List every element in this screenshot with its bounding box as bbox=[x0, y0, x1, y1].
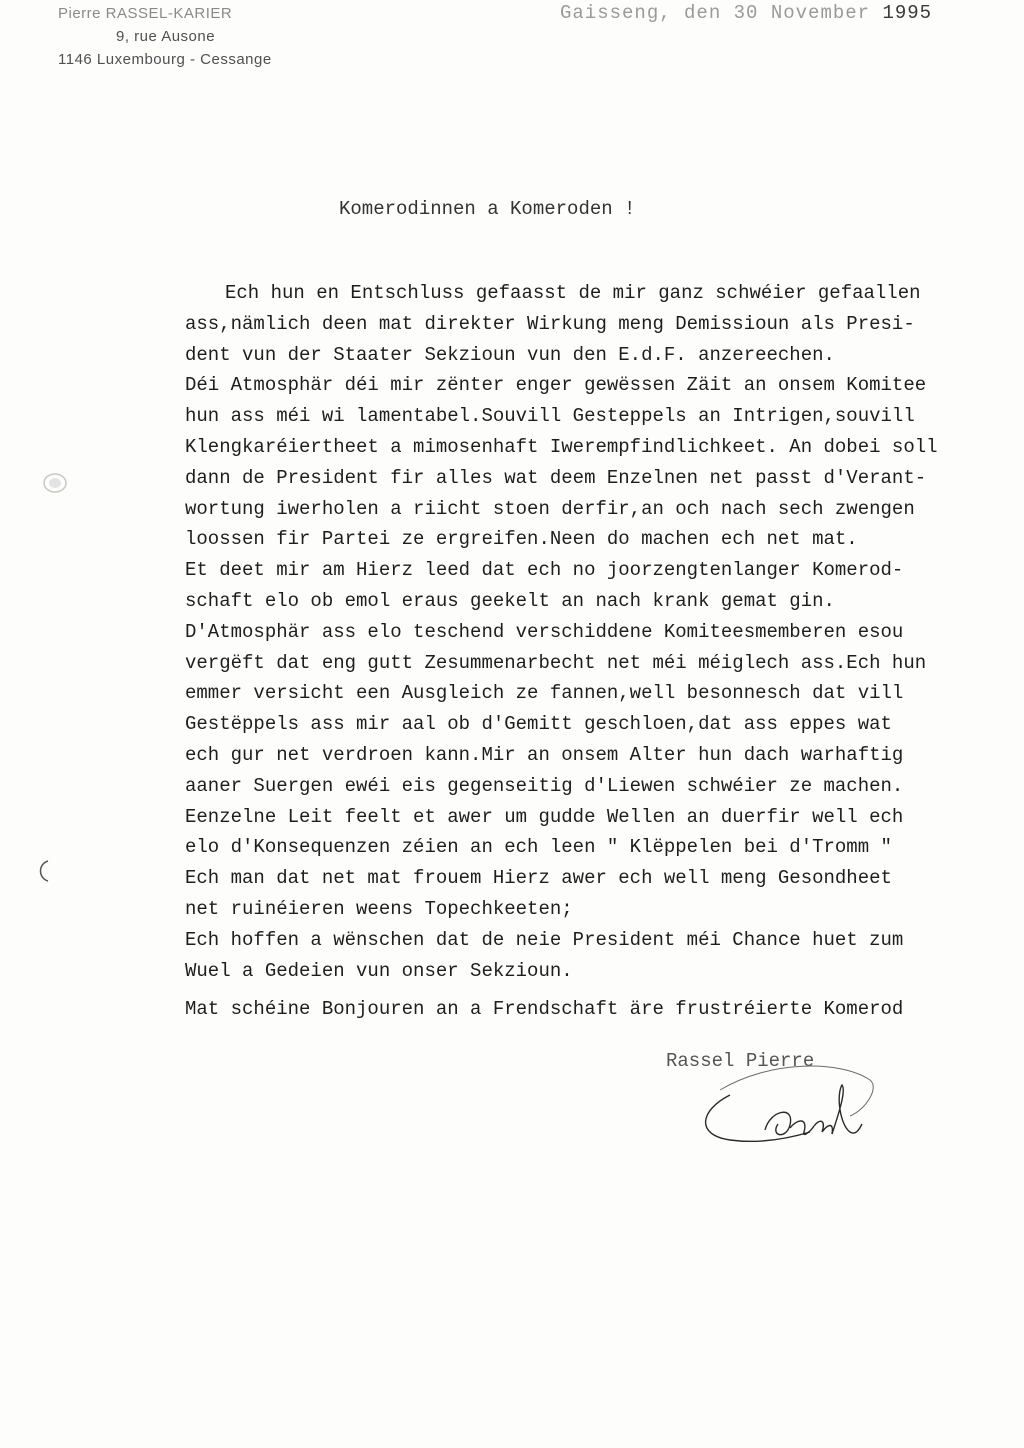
body-line: aaner Suergen ewéi eis gegenseitig d'Liewen schwéier ze machen. bbox=[185, 774, 904, 797]
punch-hole-mark bbox=[34, 858, 54, 884]
body-line: ass,nämlich deen mat direkter Wirkung meng Demissioun als Presi- bbox=[185, 312, 915, 335]
paper-smudge bbox=[40, 470, 70, 496]
sender-address-stamp bbox=[58, 2, 272, 71]
body-line: Ech hoffen a wënschen dat de neie President méi Chance huet zum bbox=[185, 928, 904, 951]
place-date-line bbox=[560, 2, 932, 24]
sender-street: 9, rue Ausone bbox=[116, 28, 216, 45]
body-line: vergëft dat eng gutt Zesummenarbecht net méi méiglech ass.Ech hun bbox=[185, 651, 927, 674]
body-line: ech gur net verdroen kann.Mir an onsem Alter hun dach warhaftig bbox=[185, 743, 904, 766]
sender-city: 1146 Luxembourg - Cessange bbox=[58, 51, 272, 68]
date-year: 1995 bbox=[882, 2, 933, 24]
body-line: elo d'Konsequenzen zéien an ech leen " Klëppelen bei d'Tromm " bbox=[185, 836, 892, 859]
body-line: Déi Atmosphär déi mir zënter enger gewëssen Zäit an onsem Komitee bbox=[185, 374, 927, 397]
body-line: dent vun der Staater Sekzioun vun den E.d.F. anzereechen. bbox=[185, 343, 835, 366]
body-line: hun ass méi wi lamentabel.Souvill Gesteppels an Intrigen,souvill bbox=[185, 405, 915, 428]
letter-body bbox=[185, 278, 1005, 986]
body-line: Gestëppels ass mir aal ob d'Gemitt geschloen,dat ass eppes wat bbox=[185, 713, 892, 736]
body-line: net ruinéieren weens Topechkeeten; bbox=[185, 897, 573, 920]
handwritten-signature bbox=[690, 1040, 890, 1160]
body-line: Ech man dat net mat frouem Hierz awer ech well meng Gesondheet bbox=[185, 867, 892, 890]
body-line: Eenzelne Leit feelt et awer um gudde Wellen an duerfir well ech bbox=[185, 805, 904, 828]
body-line: schaft elo ob emol eraus geekelt an nach krank gemat gin. bbox=[185, 589, 835, 612]
place-date: Gaisseng, den 30 November bbox=[560, 2, 883, 24]
salutation: Komerodinnen a Komeroden ! bbox=[339, 198, 636, 220]
body-line: Ech hun en Entschluss gefaasst de mir ganz schwéier gefaallen bbox=[225, 282, 921, 304]
body-line: dann de President fir alles wat deem Enzelnen net passt d'Verant- bbox=[185, 466, 927, 489]
body-line: loossen fir Partei ze ergreifen.Neen do machen ech net mat. bbox=[185, 528, 858, 551]
body-line: D'Atmosphär ass elo teschend verschiddene Komiteesmemberen esou bbox=[185, 620, 904, 643]
closing-line: Mat schéine Bonjouren an a Frendschaft äre frustréierte Komerod bbox=[185, 998, 904, 1020]
body-line: Klengkaréiertheet a mimosenhaft Iwerempfindlichkeet. An dobei soll bbox=[185, 435, 938, 458]
body-line: emmer versicht een Ausgleich ze fannen,well besonnesch dat vill bbox=[185, 682, 904, 705]
body-line: wortung iwerholen a riicht stoen derfir,an och nach sech zwengen bbox=[185, 497, 915, 520]
body-line: Et deet mir am Hierz leed dat ech no joorzengtenlanger Komerod- bbox=[185, 559, 904, 582]
body-line: Wuel a Gedeien vun onser Sekzioun. bbox=[185, 959, 573, 982]
typed-name: Rassel Pierre bbox=[666, 1050, 815, 1072]
sender-name: Pierre RASSEL-KARIER bbox=[58, 5, 233, 22]
